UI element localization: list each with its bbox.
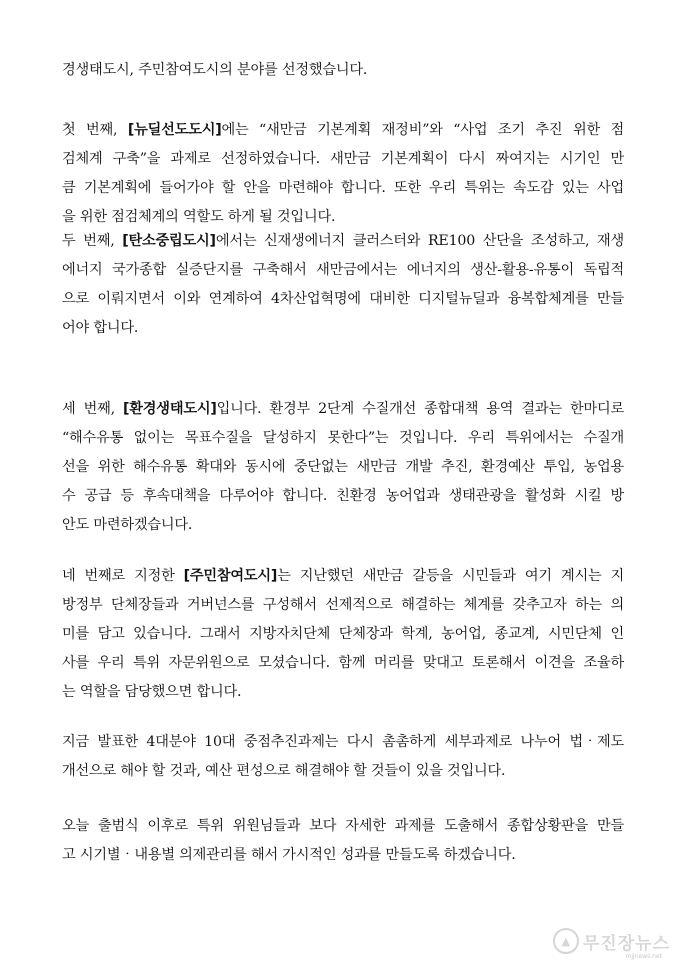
section-keyword: [뉴딜선도도시] bbox=[127, 122, 222, 138]
text-line: 사를 우리 특위 자문위원으로 모셨습니다. 함께 머리를 맞대고 토론해서 이견을 조율하 bbox=[62, 655, 624, 671]
watermark-subtext: mjjnews.net bbox=[625, 953, 662, 960]
watermark bbox=[553, 928, 670, 954]
text-line: 고 시기별‧내용별 의제관리를 해서 가시적인 성과를 만들도록 하겠습니다. bbox=[62, 847, 516, 863]
paragraph-citizen-participation-city bbox=[62, 562, 624, 707]
text-run: 에서는 신재생에너지 클러스터와 RE100 산단을 조성하고, 재생 bbox=[215, 233, 624, 249]
text-line: 을 위한 점검체계의 역할도 하게 될 것입니다. bbox=[62, 209, 336, 225]
text-line: 방정부 단체장들과 거버넌스를 구성해서 선제적으로 해결하는 체계를 갖추고자 하는 의 bbox=[62, 597, 624, 613]
watermark-text: 무진장뉴스 bbox=[582, 933, 670, 954]
paragraph-new-deal-city bbox=[62, 116, 624, 232]
text-line: 지금 발표한 4대분야 10대 중점추진과제는 다시 촘촘하게 세부과제로 나누어 법‧제도 bbox=[62, 734, 624, 750]
text-run: 는 지난했던 새만금 갈등을 시민들과 여기 계시는 지 bbox=[277, 568, 624, 584]
paragraph-closing bbox=[62, 812, 624, 870]
text-run: 입니다. 환경부 2단계 수질개선 종합대책 용역 결과는 한마디로 bbox=[216, 401, 625, 417]
text-line: 미를 담고 있습니다. 그래서 지방자치단체 단체장과 학계, 농어업, 종교계, 시민단체 인 bbox=[62, 626, 624, 642]
text-line: 오늘 출범식 이후로 특위 위원님들과 보다 자세한 과제를 도출해서 종합상황판을 만들 bbox=[62, 818, 624, 834]
text-run: 첫 번째, bbox=[62, 122, 128, 138]
text-run: 세 번째, bbox=[62, 401, 124, 417]
text-line: 에너지 국가종합 실증단지를 구축해서 새만금에서는 에너지의 생산-활용-유통이 독립적 bbox=[62, 262, 624, 278]
text-run: 두 번째, bbox=[62, 233, 123, 249]
text-line: “해수유통 없이는 목표수질을 달성하지 못한다”는 것입니다. 우리 특위에서는 수질개 bbox=[62, 430, 624, 446]
text-line: 어야 합니다. bbox=[62, 320, 139, 336]
section-keyword: [탄소중립도시] bbox=[122, 233, 216, 249]
text-line: 는 역할을 담당했으면 합니다. bbox=[62, 684, 242, 700]
text-run: 에는 “새만금 기본계획 재정비”와 “사업 조기 추진 위한 점 bbox=[221, 122, 624, 138]
text-line: 으로 이뤄지면서 이와 연계하여 4차산업혁명에 대비한 디지털뉴딜과 융복합체계를 만들 bbox=[62, 291, 624, 307]
text-run: 네 번째로 지정한 bbox=[62, 568, 184, 584]
text-line: 선을 위한 해수유통 확대와 동시에 중단없는 새만금 개발 추진, 환경예산 투입, 농업용 bbox=[62, 459, 624, 475]
section-keyword: [주민참여도시] bbox=[183, 568, 278, 584]
text-line: 큼 기본계획에 들어가야 할 안을 마련해야 합니다. 또한 우리 특위는 속도감 있는 사업 bbox=[62, 180, 624, 196]
text-line bbox=[62, 395, 624, 424]
section-keyword: [환경생태도시] bbox=[123, 401, 217, 417]
text-line: 안도 마련하겠습니다. bbox=[62, 517, 193, 533]
paragraph-carbon-neutral-city bbox=[62, 227, 624, 343]
watermark-logo-icon: ▲ bbox=[553, 928, 579, 954]
paragraph-core-tasks bbox=[62, 728, 624, 786]
text-line: 검체계 구축”을 과제로 선정하였습니다. 새만금 기본계획이 다시 짜여지는 시기인 만 bbox=[62, 151, 624, 167]
paragraph-eco-city bbox=[62, 395, 624, 540]
paragraph-intro-tail bbox=[62, 56, 624, 85]
text-line bbox=[62, 562, 624, 591]
text-line: 경생태도시, 주민참여도시의 분야를 선정했습니다. bbox=[62, 62, 368, 78]
text-line bbox=[62, 227, 624, 256]
text-line: 수 공급 등 후속대책을 다루어야 합니다. 친환경 농어업과 생태관광을 활성화 시킬 방 bbox=[62, 488, 624, 504]
text-line bbox=[62, 116, 624, 145]
text-line: 개선으로 해야 할 것과, 예산 편성으로 해결해야 할 것들이 있을 것입니다. bbox=[62, 763, 506, 779]
